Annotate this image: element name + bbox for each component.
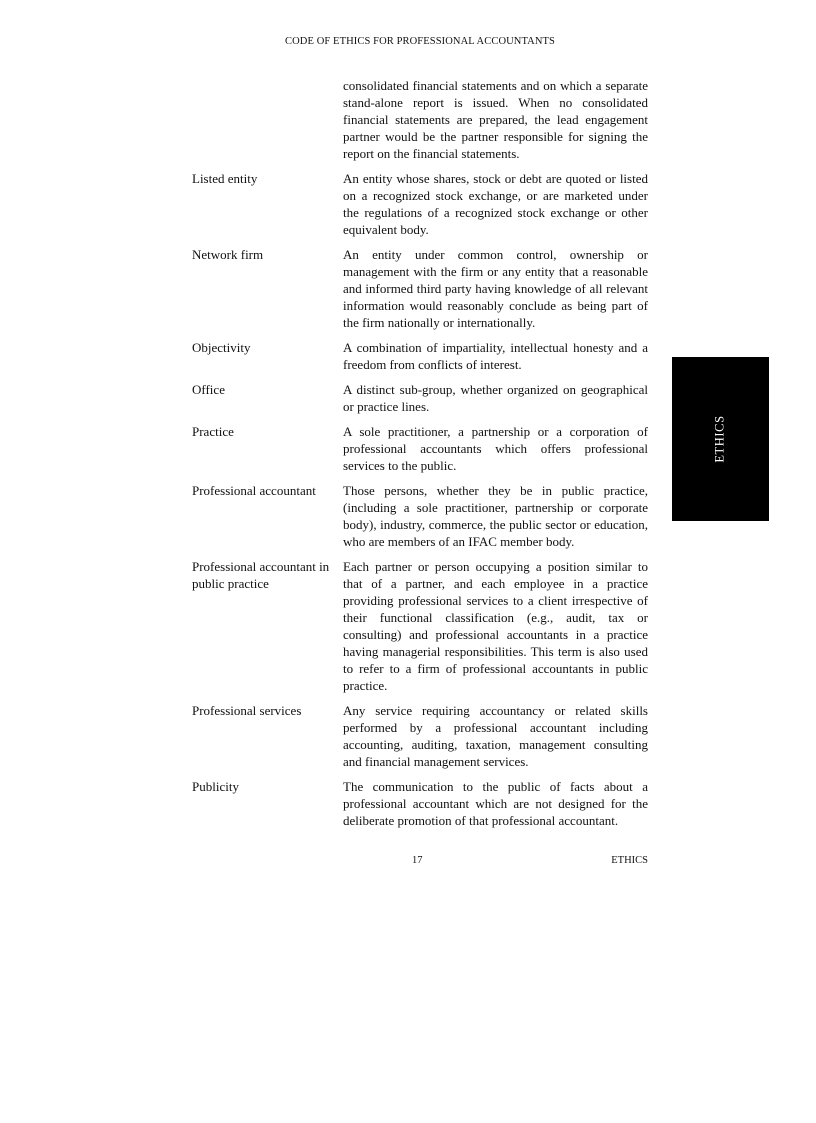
glossary-entry xyxy=(192,702,648,770)
glossary-entry xyxy=(192,558,648,694)
glossary-definition: Those persons, whether they be in public practice, (including a sole practitioner, partnership or corporate body), industry, commerce, the public sector or education, who are members of an IFAC member body. xyxy=(343,483,648,549)
glossary-entry xyxy=(192,381,648,415)
glossary-entry xyxy=(192,339,648,373)
glossary-list xyxy=(192,77,648,837)
glossary-entry xyxy=(192,778,648,829)
glossary-term: Professional accountant xyxy=(192,483,316,498)
glossary-entry xyxy=(192,482,648,550)
glossary-term: Practice xyxy=(192,424,234,439)
running-header: CODE OF ETHICS FOR PROFESSIONAL ACCOUNTANTS xyxy=(285,36,555,47)
glossary-entry xyxy=(192,423,648,474)
glossary-definition: A sole practitioner, a partnership or a corporation of professional accountants which offers professional services to the public. xyxy=(343,424,648,473)
footer-section-label: ETHICS xyxy=(611,855,648,866)
glossary-definition: consolidated financial statements and on which a separate stand-alone report is issued. When no consolidated financial statements are prepared, the lead engagement partner would be the partner responsible for signing the report on the financial statements. xyxy=(343,78,648,161)
page-number: 17 xyxy=(412,855,423,866)
glossary-term: Objectivity xyxy=(192,340,251,355)
glossary-term xyxy=(192,77,343,162)
glossary-term: Professional services xyxy=(192,703,302,718)
glossary-term: Office xyxy=(192,382,225,397)
glossary-definition: The communication to the public of facts about a professional accountant which are not designed for the deliberate promotion of that professional accountant. xyxy=(343,779,648,828)
glossary-definition: A combination of impartiality, intellectual honesty and a freedom from conflicts of interest. xyxy=(343,340,648,372)
glossary-definition: A distinct sub-group, whether organized on geographical or practice lines. xyxy=(343,382,648,414)
section-thumb-tab xyxy=(672,357,769,521)
glossary-definition: An entity under common control, ownership or management with the firm or any entity that a reasonable and informed third party having knowledge of all relevant information would reasonably conclude as being part of the firm nationally or internationally. xyxy=(343,247,648,330)
glossary-definition: Any service requiring accountancy or related skills performed by a professional accountant including accounting, auditing, taxation, management consulting and financial management services. xyxy=(343,703,648,769)
glossary-entry xyxy=(192,246,648,331)
glossary-term: Publicity xyxy=(192,779,239,794)
glossary-definition: An entity whose shares, stock or debt are quoted or listed on a recognized stock exchange, or are marketed under the regulations of a recognized stock exchange or other equivalent body. xyxy=(343,171,648,237)
glossary-entry xyxy=(192,77,648,162)
glossary-term: Network firm xyxy=(192,247,264,262)
glossary-term: Listed entity xyxy=(192,171,258,186)
glossary-definition: Each partner or person occupying a position similar to that of a partner, and each employee in a practice providing professional services to a client irrespective of their functional classification (e.g., audit, tax or consulting) and professional accountants in a practice having managerial responsibilities. This term is also used to refer to a firm of professional accountants in public practice. xyxy=(343,559,648,693)
section-thumb-tab-label: ETHICS xyxy=(712,415,727,463)
glossary-term: Professional accountant in public practice xyxy=(192,559,330,591)
glossary-entry xyxy=(192,170,648,238)
